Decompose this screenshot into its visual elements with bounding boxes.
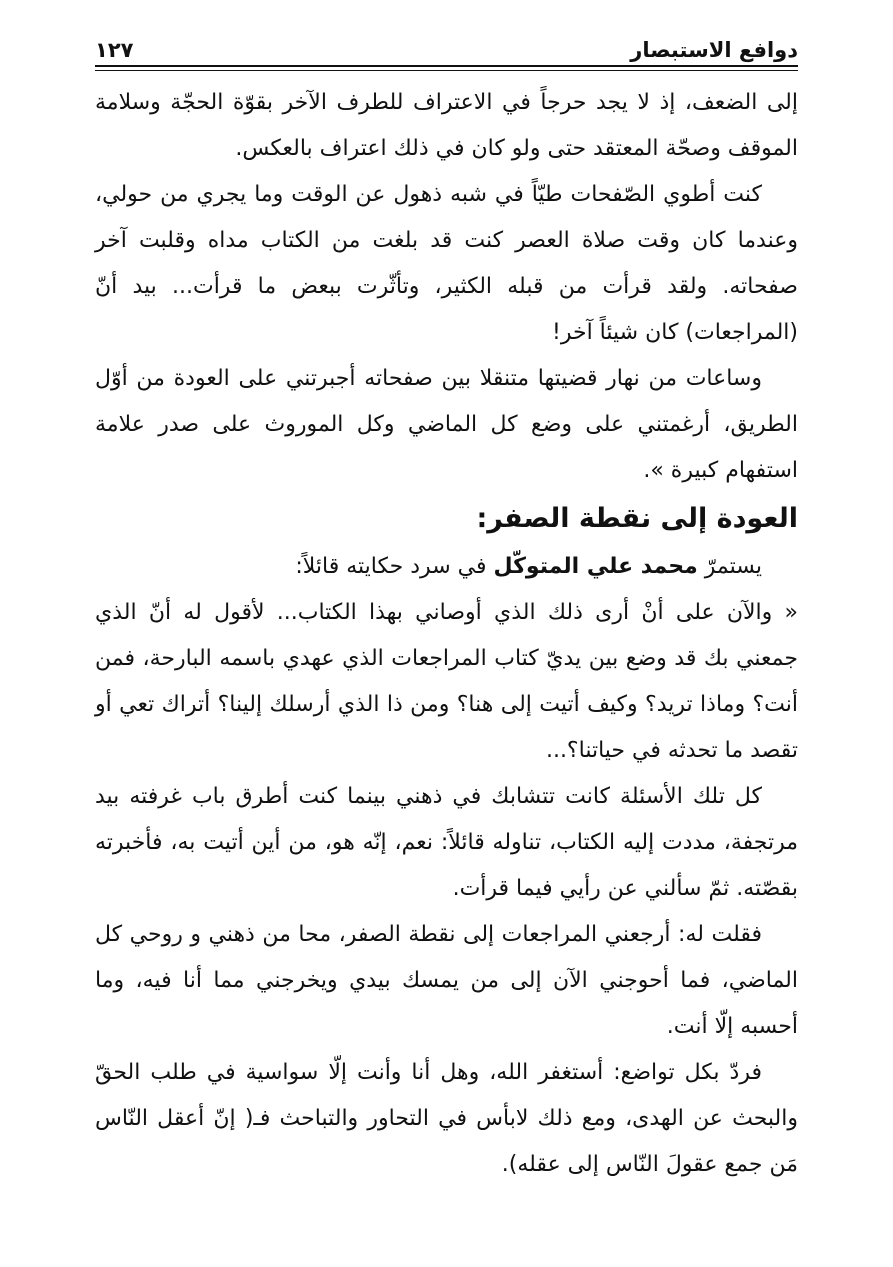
page-header [95, 28, 798, 62]
narrator-name: محمد علي المتوكّل [493, 554, 698, 579]
section-heading: العودة إلى نقطة الصفر: [476, 503, 798, 534]
paragraph-3: وساعات من نهار قضيتها متنقلا بين صفحاته أجبرتني على العودة من أوّل الطريق، أرغمتني على وضع كل الماضي وكل الموروث على صدر علامة استفهام كبيرة ». [95, 366, 798, 483]
header-rule-thick [95, 65, 798, 67]
paragraph-5: « والآن على أنْ أرى ذلك الذي أوصاني بهذا الكتاب... لأقول له أنّ الذي جمعني بك قد وضع بين يديّ كتاب المراجعات الذي عهدي باسمه البارحة، فمن أنت؟ وماذا تريد؟ وكيف أتيت إلى هنا؟ ومن ذا الذي أرسلك إلينا؟ أتراك تعي أو تقصد ما تحدثه في حياتنا؟... [95, 600, 798, 763]
paragraph-1: إلى الضعف، إذ لا يجد حرجاً في الاعتراف للطرف الآخر بقوّة الحجّة وسلامة الموقف وصحّة المعتقد حتى ولو كان في ذلك اعتراف بالعكس. [95, 90, 798, 161]
page-number: ١٢٧ [95, 38, 134, 62]
running-title: دوافع الاستبصار [630, 38, 798, 62]
paragraph-4-tail: في سرد حكايته قائلاً: [295, 554, 494, 579]
paragraph-4-lead: يستمرّ [697, 554, 762, 579]
header-rule-thin [95, 70, 798, 71]
paragraph-6: كل تلك الأسئلة كانت تتشابك في ذهني بينما كنت أطرق باب غرفته بيد مرتجفة، مددت إليه الكتاب، تناوله قائلاً: نعم، إنّه هو، من أين أتيت به، فأخبرته بقصّته. ثمّ سألني عن رأيي فيما قرأت. [95, 784, 798, 901]
paragraph-2: كنت أطوي الصّفحات طيّاً في شبه ذهول عن الوقت وما يجري من حولي، وعندما كان وقت صلاة العصر كنت قد بلغت من الكتاب مداه وقلبت آخر صفحاته. ولقد قرأت من قبله الكثير، وتأثّرت ببعض ما قرأت... بيد أنّ (المراجعات) كان شيئاً آخر! [95, 182, 798, 345]
paragraph-4 [95, 544, 798, 590]
page-body [95, 80, 798, 1188]
paragraph-8: فردّ بكل تواضع: أستغفر الله، وهل أنا وأنت إلّا سواسية في طلب الحقّ والبحث عن الهدى، ومع ذلك لابأس في التحاور والتباحث فـ( إنّ أعقل النّاس مَن جمع عقولَ النّاس إلى عقله). [95, 1060, 798, 1177]
paragraph-7: فقلت له: أرجعني المراجعات إلى نقطة الصفر، محا من ذهني و روحي كل الماضي، فما أحوجني الآن إلى من يمسك بيدي ويخرجني مما أنا فيه، وما أحسبه إلّا أنت. [95, 922, 798, 1039]
